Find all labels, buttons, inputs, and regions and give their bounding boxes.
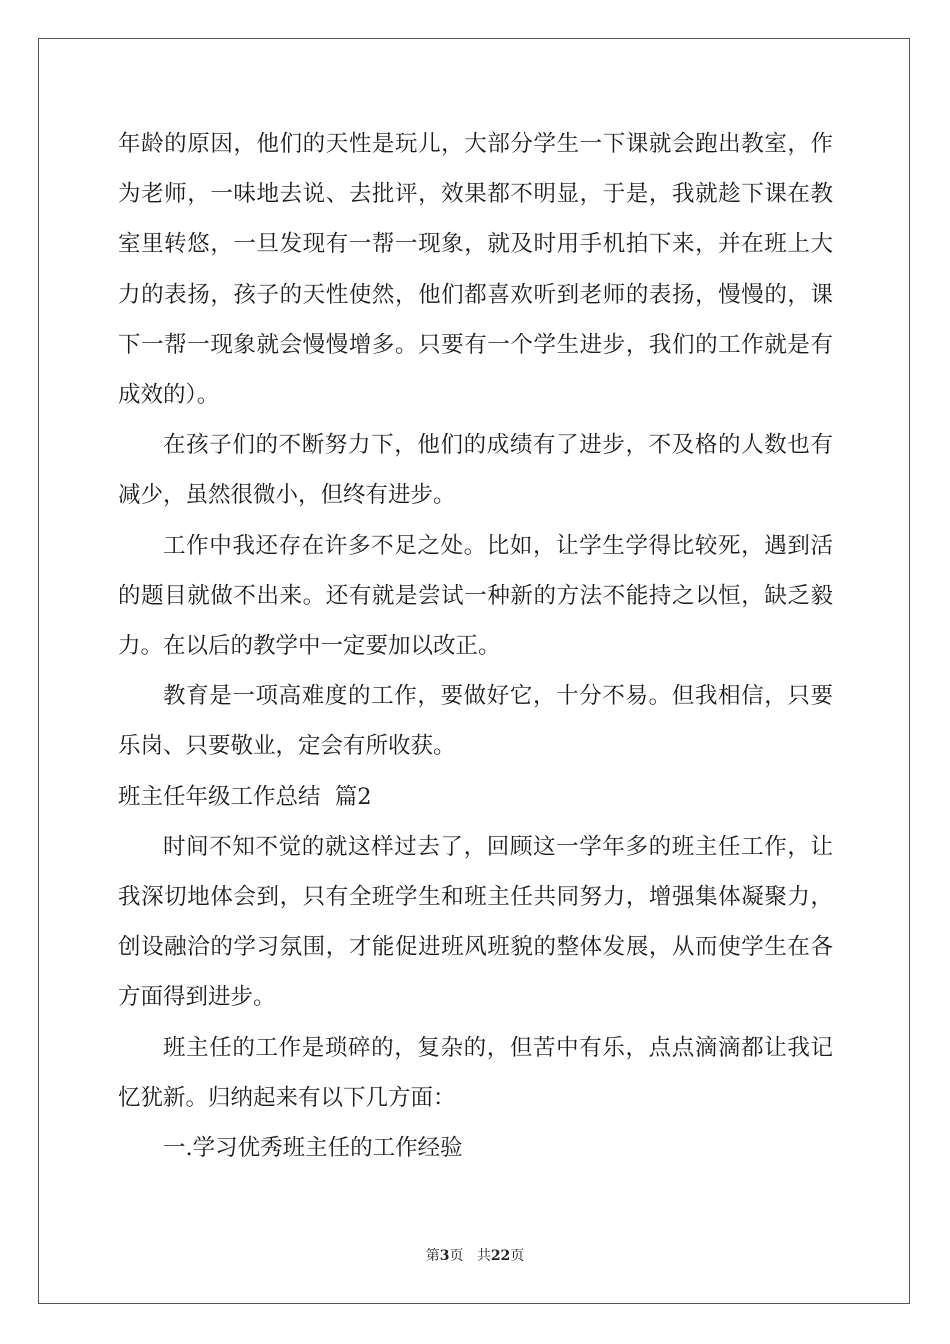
section-heading: 班主任年级工作总结 篇2: [118, 783, 372, 810]
paragraph-5: 时间不知不觉的就这样过去了，回顾这一学年多的班主任工作，让我深切地体会到，只有全班学生和班主任共同努力，增强集体凝聚力，创设融洽的学习氛围，才能促进班风班貌的整体发展，从而使学生在各方面得到进步。: [118, 833, 833, 1011]
paragraph-3: 工作中我还存在许多不足之处。比如，让学生学得比较死，遇到活的题目就做不出来。还有就是尝试一种新的方法不能持之以恒，缺乏毅力。在以后的教学中一定要加以改正。: [118, 532, 833, 660]
paragraph-1: 年龄的原因，他们的天性是玩儿，大部分学生一下课就会跑出教室，作为老师，一味地去说、去批评，效果都不明显，于是，我就趁下课在教室里转悠，一旦发现有一帮一现象，就及时用手机拍下来，并在班上大力的表扬，孩子的天性使然，他们都喜欢听到老师的表扬，慢慢的，课下一帮一现象就会慢慢增多。只要有一个学生进步，我们的工作就是有成效的）。: [118, 131, 833, 409]
total-unit: 页: [510, 1248, 525, 1264]
paragraph-7: 一.学习优秀班主任的工作经验: [163, 1135, 463, 1162]
page-prefix: 第: [425, 1248, 440, 1264]
total-prefix: 共: [476, 1248, 491, 1264]
paragraph-4: 教育是一项高难度的工作，要做好它，十分不易。但我相信，只要乐岗、只要敬业，定会有所收获。: [118, 683, 833, 760]
paragraph-2: 在孩子们的不断努力下，他们的成绩有了进步，不及格的人数也有减少，虽然很微小，但终有进步。: [118, 432, 833, 509]
page-current: 3: [439, 1248, 450, 1264]
paragraph-6: 班主任的工作是琐碎的，复杂的，但苦中有乐，点点滴滴都让我记忆犹新。归纳起来有以下几方面：: [118, 1034, 833, 1111]
page-footer: [0, 1245, 950, 1265]
document-body: [118, 119, 833, 1173]
page-unit: 页: [449, 1248, 464, 1264]
page-total: 22: [490, 1248, 511, 1264]
